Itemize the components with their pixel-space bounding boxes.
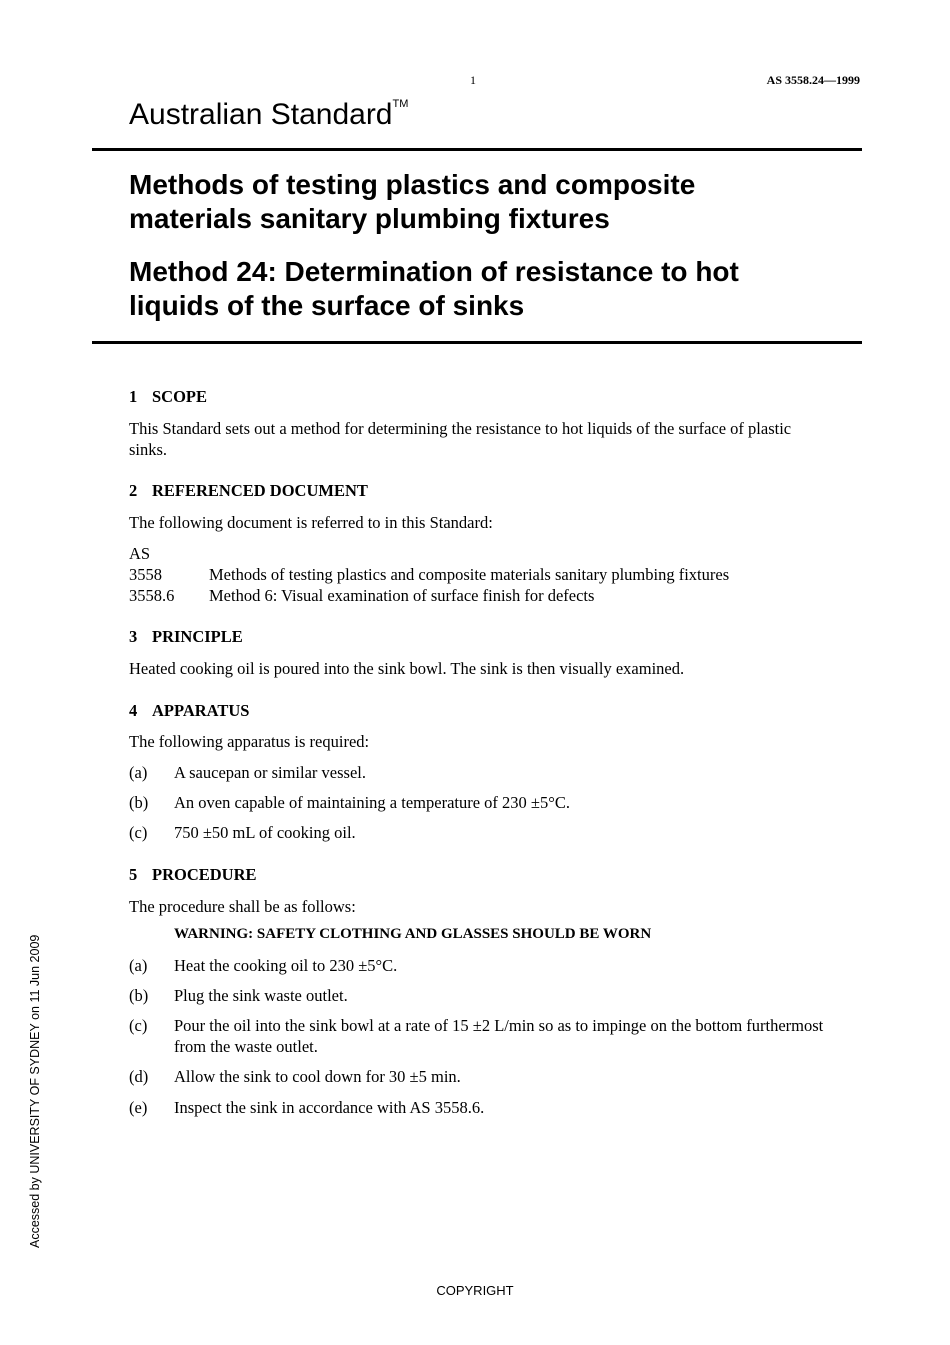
document-code: AS 3558.24—1999 xyxy=(766,73,860,87)
method-title-line1: Method 24: Determination of resistance to hot xyxy=(129,256,739,287)
section-title: SCOPE xyxy=(152,387,208,406)
procedure-step xyxy=(129,955,829,976)
bottom-title-rule xyxy=(92,341,862,344)
reference-code: 3558.6 xyxy=(129,586,175,605)
section-heading-principle xyxy=(129,627,243,647)
referenced-intro: The following document is referred to in this Standard: xyxy=(129,513,493,532)
step-text: Pour the oil into the sink bowl at a rate of 15 ±2 L/min so as to impinge on the bottom furthermost from the waste outlet. xyxy=(174,1016,824,1056)
section-heading-procedure xyxy=(129,865,257,885)
section-title: PRINCIPLE xyxy=(152,627,243,646)
copyright-footer: COPYRIGHT xyxy=(436,1283,514,1298)
section-number: 3 xyxy=(129,627,138,646)
step-text: Heat the cooking oil to 230 ±5°C. xyxy=(174,956,398,975)
section-title: REFERENCED DOCUMENT xyxy=(152,481,368,500)
brand-title xyxy=(129,98,408,132)
section-heading-scope xyxy=(129,387,207,407)
method-title xyxy=(129,255,849,323)
procedure-step xyxy=(129,1066,829,1087)
step-text: Plug the sink waste outlet. xyxy=(174,986,348,1005)
item-label: (b) xyxy=(129,793,149,812)
reference-row xyxy=(129,585,594,606)
step-label: (d) xyxy=(129,1067,149,1086)
section-number: 2 xyxy=(129,481,138,500)
main-title-line2: materials sanitary plumbing fixtures xyxy=(129,203,610,234)
brand-text: Australian Standard xyxy=(129,98,393,131)
procedure-intro: The procedure shall be as follows: xyxy=(129,897,356,916)
method-title-line2: liquids of the surface of sinks xyxy=(129,290,525,321)
section-title: PROCEDURE xyxy=(152,865,257,884)
apparatus-item xyxy=(129,792,829,813)
apparatus-intro: The following apparatus is required: xyxy=(129,732,370,751)
item-text: 750 ±50 mL of cooking oil. xyxy=(174,823,356,842)
step-label: (e) xyxy=(129,1098,148,1117)
item-label: (a) xyxy=(129,763,148,782)
reference-title: Method 6: Visual examination of surface finish for defects xyxy=(209,586,595,605)
item-text: A saucepan or similar vessel. xyxy=(174,763,366,782)
procedure-step xyxy=(129,1015,829,1057)
step-label: (a) xyxy=(129,956,148,975)
reference-prefix: AS xyxy=(129,544,151,563)
procedure-step xyxy=(129,985,829,1006)
step-label: (b) xyxy=(129,986,149,1005)
reference-title: Methods of testing plastics and composite materials sanitary plumbing fixtures xyxy=(209,565,730,584)
principle-text: Heated cooking oil is poured into the sink bowl. The sink is then visually examined. xyxy=(129,659,685,678)
access-note: Accessed by UNIVERSITY OF SYDNEY on 11 Jun 2009 xyxy=(28,934,42,1248)
step-text: Allow the sink to cool down for 30 ±5 min. xyxy=(174,1067,461,1086)
reference-code: 3558 xyxy=(129,565,162,584)
trademark-mark: TM xyxy=(392,98,409,110)
item-text: An oven capable of maintaining a temperature of 230 ±5°C. xyxy=(174,793,570,812)
page-number: 1 xyxy=(470,73,476,87)
main-title xyxy=(129,168,849,236)
top-rule xyxy=(92,148,862,151)
item-label: (c) xyxy=(129,823,148,842)
procedure-step xyxy=(129,1097,829,1118)
section-title: APPARATUS xyxy=(152,701,250,720)
reference-row xyxy=(129,564,729,585)
safety-warning: WARNING: SAFETY CLOTHING AND GLASSES SHOULD BE WORN xyxy=(174,926,652,942)
apparatus-item xyxy=(129,762,829,783)
main-title-line1: Methods of testing plastics and composite xyxy=(129,169,696,200)
section-number: 4 xyxy=(129,701,138,720)
apparatus-item xyxy=(129,822,829,843)
scope-text: This Standard sets out a method for determining the resistance to hot liquids of the surface of plastic sinks. xyxy=(129,419,792,459)
section-heading-apparatus xyxy=(129,701,249,721)
section-number: 5 xyxy=(129,865,138,884)
section-heading-referenced xyxy=(129,481,368,501)
section-number: 1 xyxy=(129,387,138,406)
step-text: Inspect the sink in accordance with AS 3558.6. xyxy=(174,1098,485,1117)
step-label: (c) xyxy=(129,1016,148,1035)
